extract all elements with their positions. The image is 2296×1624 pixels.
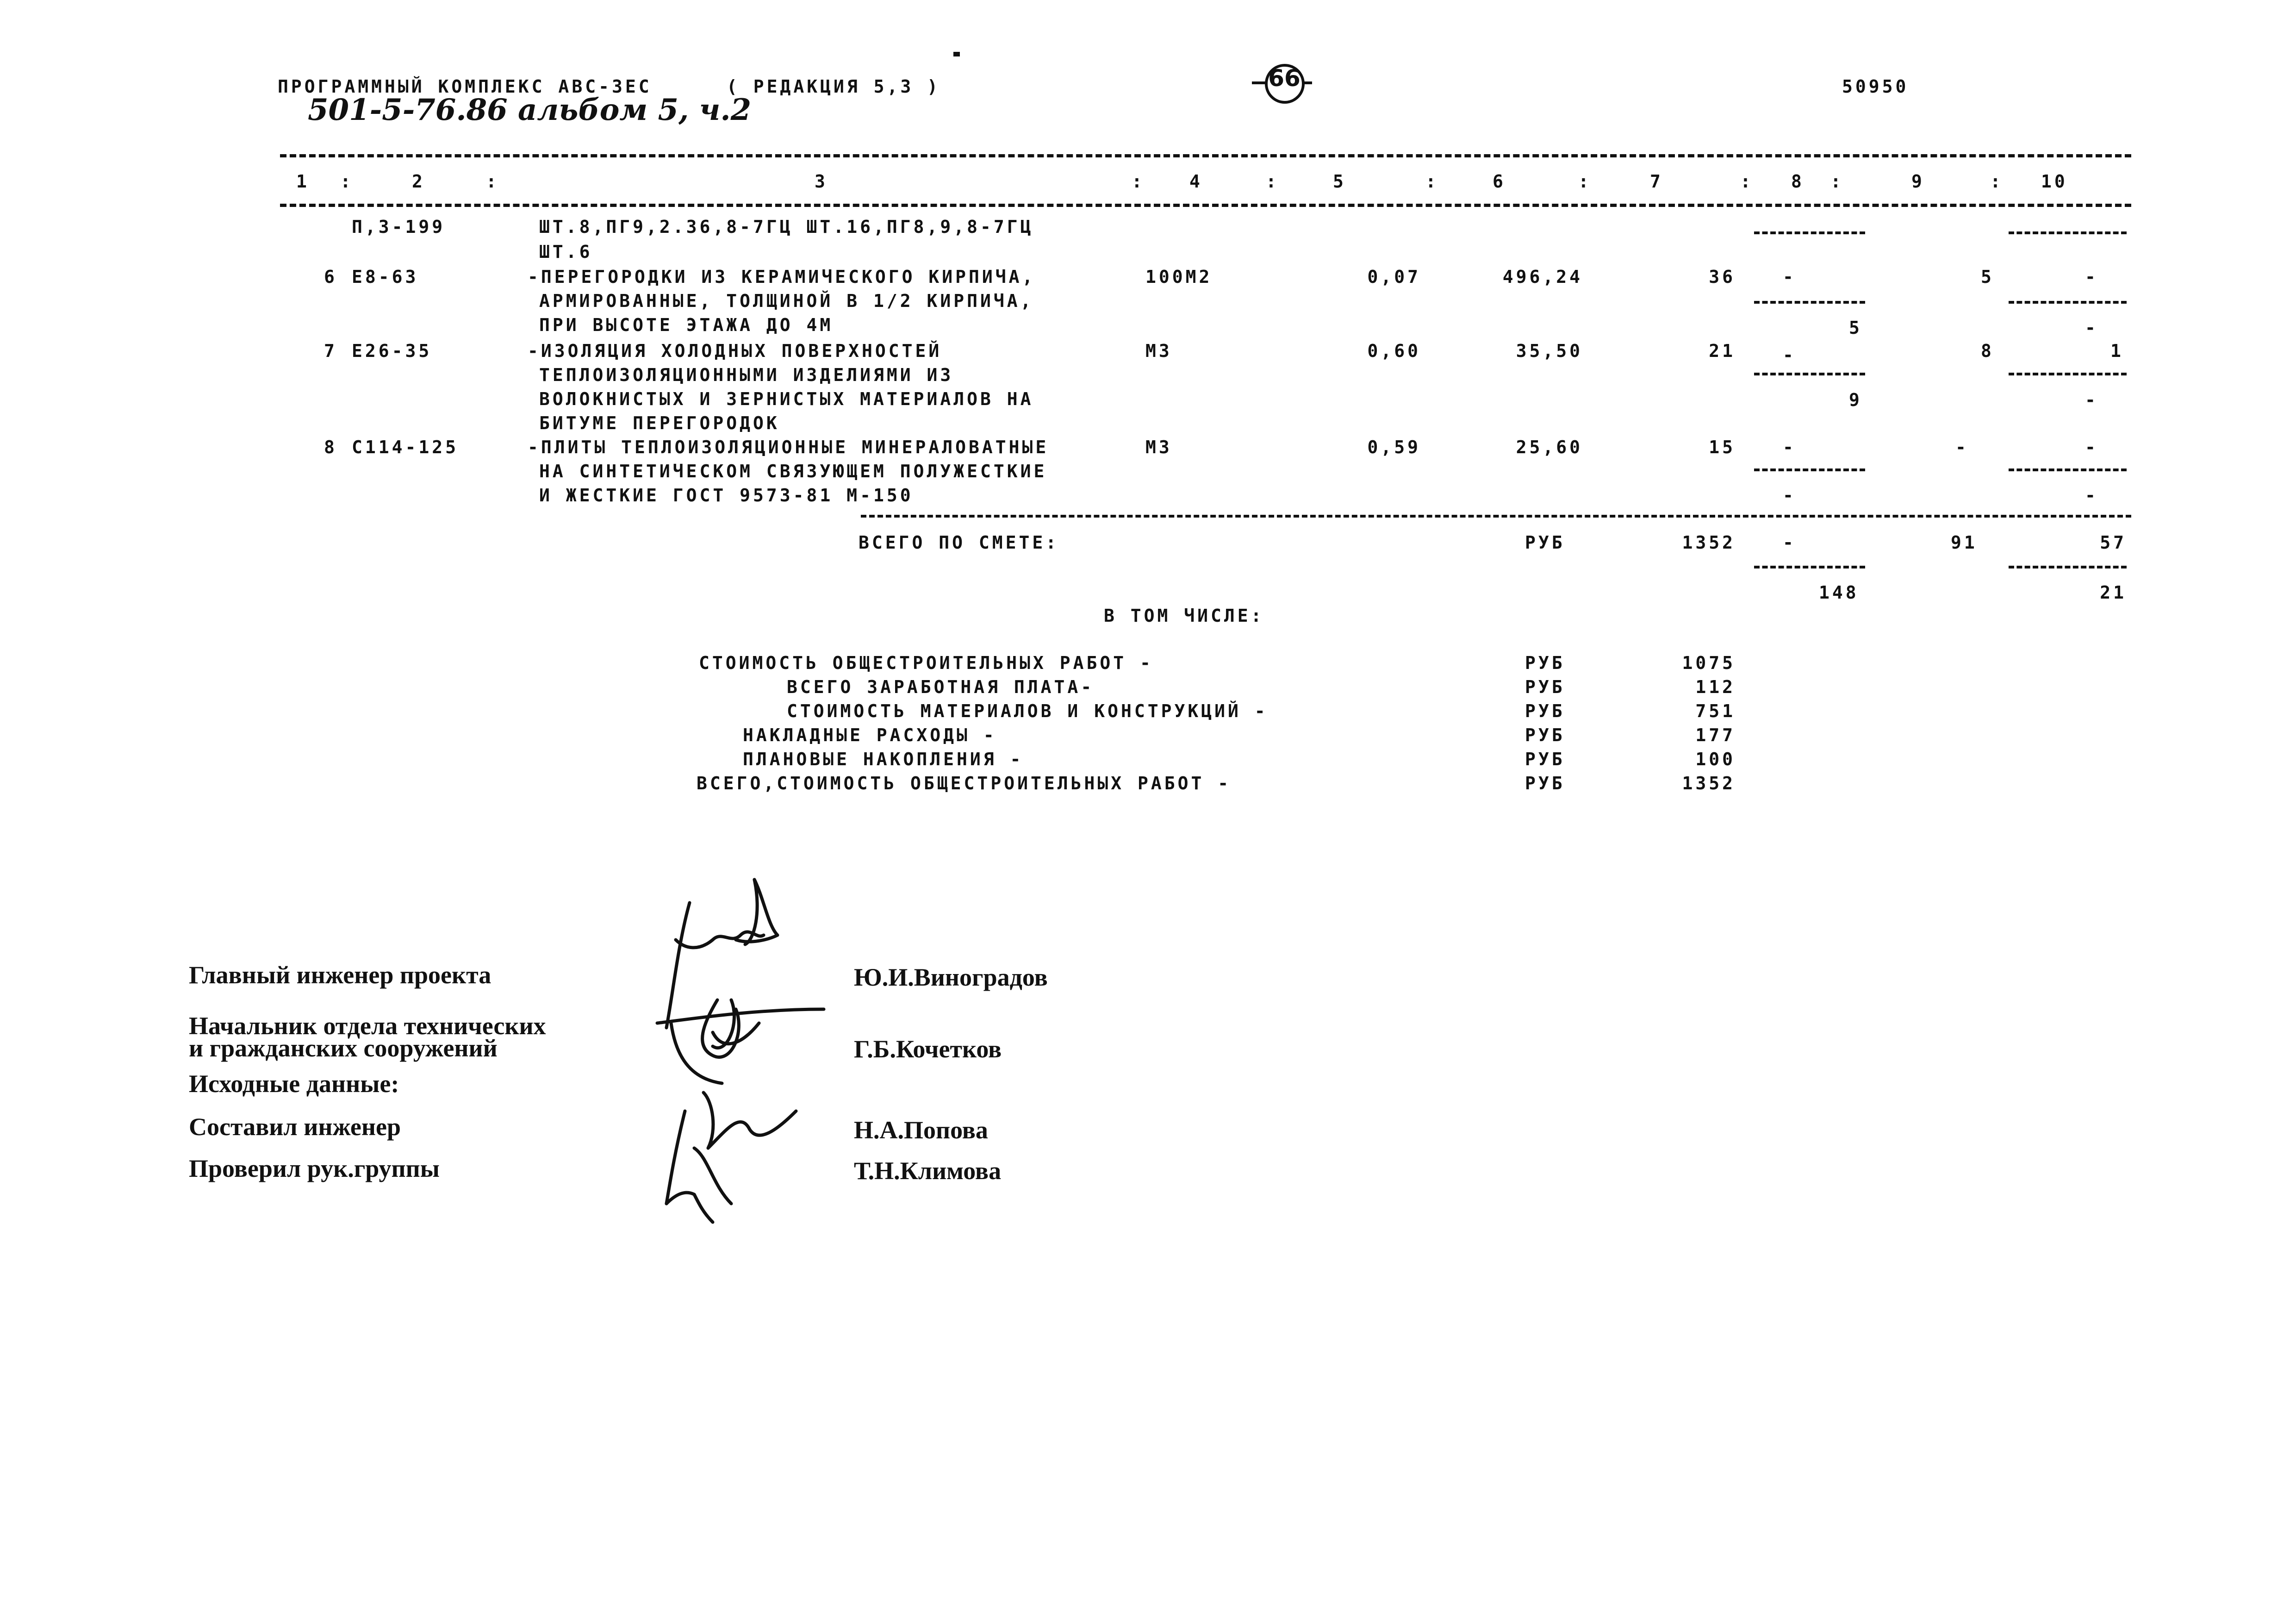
including-title: В ТОМ ЧИСЛЕ: [1104, 606, 1264, 626]
role-dept-head-line2: и гражданских сооружений [189, 1034, 498, 1062]
role-compiled-by: Составил инженер [189, 1113, 401, 1141]
row-col10-top: 1 [2110, 341, 2124, 361]
table-top-rule [280, 154, 2131, 157]
col8-rule [1754, 566, 1865, 568]
col-9-header: 9 [1911, 171, 1925, 192]
row-col8-bottom: 5 [1849, 318, 1862, 338]
row-total: 15 [1709, 437, 1736, 457]
col-6-header: 6 [1493, 171, 1506, 192]
including-label: ВСЕГО ЗАРАБОТНАЯ ПЛАТА- [787, 677, 1095, 697]
including-value: 100 [1695, 749, 1736, 769]
totals-unit: РУБ [1525, 532, 1565, 553]
row-number: 7 [324, 341, 337, 361]
totals-col9: 91 [1951, 532, 1978, 553]
table-header-rule [280, 204, 2131, 207]
handwritten-reference: 501-5-76.86 альбом 5, ч.2 [308, 93, 752, 127]
col-7-header: 7 [1650, 171, 1663, 192]
row-qty: 0,59 [1367, 437, 1421, 457]
col8-rule [1754, 373, 1865, 375]
totals-col10-top: 57 [2100, 532, 2127, 553]
role-dept-head-line1: Начальник отдела технических [189, 1012, 546, 1040]
row-text-line: ТЕПЛОИЗОЛЯЦИОННЫМИ ИЗДЕЛИЯМИ ИЗ [539, 365, 954, 385]
col8-rule [1754, 301, 1865, 304]
row-number: 6 [324, 267, 337, 287]
row-price: 496,24 [1502, 267, 1583, 287]
row-code: Е26-35 [352, 341, 432, 361]
row-col9: - [1955, 437, 1969, 457]
including-label: СТОИМОСТЬ МАТЕРИАЛОВ И КОНСТРУКЦИЙ - [787, 701, 1268, 721]
col10-rule [2009, 373, 2127, 375]
speck [953, 52, 960, 56]
col-5-header: 5 [1333, 171, 1346, 192]
including-unit: РУБ [1525, 749, 1565, 769]
including-value: 177 [1695, 725, 1736, 745]
row-col8-top: - [1783, 345, 1796, 365]
col10-rule [2009, 566, 2127, 568]
including-label: НАКЛАДНЫЕ РАСХОДЫ - [743, 725, 997, 745]
including-unit: РУБ [1525, 701, 1565, 721]
row-code: С114-125 [352, 437, 459, 457]
totals-col8-top: - [1783, 532, 1796, 553]
including-unit: РУБ [1525, 653, 1565, 673]
role-chief-engineer: Главный инженер проекта [189, 961, 492, 989]
totals-total: 1352 [1682, 532, 1736, 553]
doc-code: 50950 [1842, 76, 1909, 97]
row-text-line: АРМИРОВАННЫЕ, ТОЛЩИНОЙ В 1/2 КИРПИЧА, [539, 291, 1034, 311]
col-4-header: 4 [1189, 171, 1203, 192]
row-total: 21 [1709, 341, 1736, 361]
program-title: ПРОГРАММНЫЙ КОМПЛЕКС АВС-3ЕС [278, 76, 652, 97]
including-value: 112 [1695, 677, 1736, 697]
name-popova: Н.А.Попова [854, 1116, 988, 1144]
row-col8-top: - [1783, 437, 1796, 457]
row-col8-bottom: 9 [1849, 390, 1862, 410]
name-kochetkov: Г.Б.Кочетков [854, 1035, 1002, 1063]
name-klimova: Т.Н.Климова [854, 1157, 1002, 1185]
handwritten-signatures [639, 870, 833, 1231]
including-value: 1075 [1682, 653, 1736, 673]
name-vinogradov: Ю.И.Виноградов [854, 963, 1048, 991]
including-unit: РУБ [1525, 773, 1565, 793]
role-source-data: Исходные данные: [189, 1070, 399, 1098]
role-checked-by: Проверил рук.группы [189, 1155, 440, 1182]
row-qty: 0,60 [1367, 341, 1421, 361]
row-text-line: -ПЛИТЫ ТЕПЛОИЗОЛЯЦИОННЫЕ МИНЕРАЛОВАТНЫЕ [528, 437, 1049, 457]
col-10-header: 10 [2041, 171, 2068, 192]
row-text-line: -ИЗОЛЯЦИЯ ХОЛОДНЫХ ПОВЕРХНОСТЕЙ [528, 341, 942, 361]
row-unit: М3 [1145, 437, 1172, 457]
totals-col10-bottom: 21 [2100, 582, 2127, 603]
row-col8-bottom: - [1783, 485, 1796, 506]
row-text-line: И ЖЕСТКИЕ ГОСТ 9573-81 М-150 [539, 485, 914, 506]
including-label: ПЛАНОВЫЕ НАКОПЛЕНИЯ - [743, 749, 1024, 769]
col-2-header: 2 [412, 171, 425, 192]
row-text-line: -ПЕРЕГОРОДКИ ИЗ КЕРАМИЧЕСКОГО КИРПИЧА, [528, 267, 1036, 287]
row-col9: 8 [1981, 341, 1994, 361]
totals-label: ВСЕГО ПО СМЕТЕ: [859, 532, 1059, 553]
including-label: СТОИМОСТЬ ОБЩЕСТРОИТЕЛЬНЫХ РАБОТ - [699, 653, 1153, 673]
row-text-line: БИТУМЕ ПЕРЕГОРОДОК [539, 413, 780, 433]
continuation-text-line: ШТ.6 [539, 242, 593, 262]
row-price: 25,60 [1516, 437, 1583, 457]
edition-label: ( РЕДАКЦИЯ 5,3 ) [727, 76, 941, 97]
row-number: 8 [324, 437, 337, 457]
col8-rule [1754, 468, 1865, 471]
page-number: 66 [1268, 65, 1300, 92]
col-3-header: 3 [815, 171, 828, 192]
totals-rule [861, 515, 2131, 518]
row-col8-top: - [1783, 267, 1796, 287]
row-unit: 100М2 [1145, 267, 1213, 287]
row-unit: М3 [1145, 341, 1172, 361]
row-text-line: ПРИ ВЫСОТЕ ЭТАЖА ДО 4М [539, 315, 834, 335]
page-number-mark [1257, 60, 1307, 105]
col-8-header: 8 [1791, 171, 1804, 192]
including-label: ВСЕГО,СТОИМОСТЬ ОБЩЕСТРОИТЕЛЬНЫХ РАБОТ - [697, 773, 1232, 793]
row-total: 36 [1709, 267, 1736, 287]
row-price: 35,50 [1516, 341, 1583, 361]
row-col10-top: - [2085, 437, 2098, 457]
row-col10-bottom: - [2085, 318, 2098, 338]
including-unit: РУБ [1525, 677, 1565, 697]
row-text-line: ВОЛОКНИСТЫХ И ЗЕРНИСТЫХ МАТЕРИАЛОВ НА [539, 389, 1034, 409]
row-col10-top: - [2085, 267, 2098, 287]
col8-rule [1754, 231, 1865, 234]
row-code: Е8-63 [352, 267, 419, 287]
col10-rule [2009, 468, 2127, 471]
including-value: 751 [1695, 701, 1736, 721]
continuation-text-line: ШТ.8,ПГ9,2.36,8-7ГЦ ШТ.16,ПГ8,9,8-7ГЦ [539, 217, 1034, 237]
row-col10-bottom: - [2085, 485, 2098, 506]
continuation-code: П,3-199 [352, 217, 446, 237]
including-unit: РУБ [1525, 725, 1565, 745]
col-1-header: 1 [296, 171, 310, 192]
including-value: 1352 [1682, 773, 1736, 793]
col10-rule [2009, 301, 2127, 304]
row-text-line: НА СИНТЕТИЧЕСКОМ СВЯЗУЮЩЕМ ПОЛУЖЕСТКИЕ [539, 461, 1047, 481]
row-col10-bottom: - [2085, 390, 2098, 410]
col10-rule [2009, 231, 2127, 234]
row-col9: 5 [1981, 267, 1994, 287]
totals-col8-bottom: 148 [1819, 582, 1859, 603]
row-qty: 0,07 [1367, 267, 1421, 287]
